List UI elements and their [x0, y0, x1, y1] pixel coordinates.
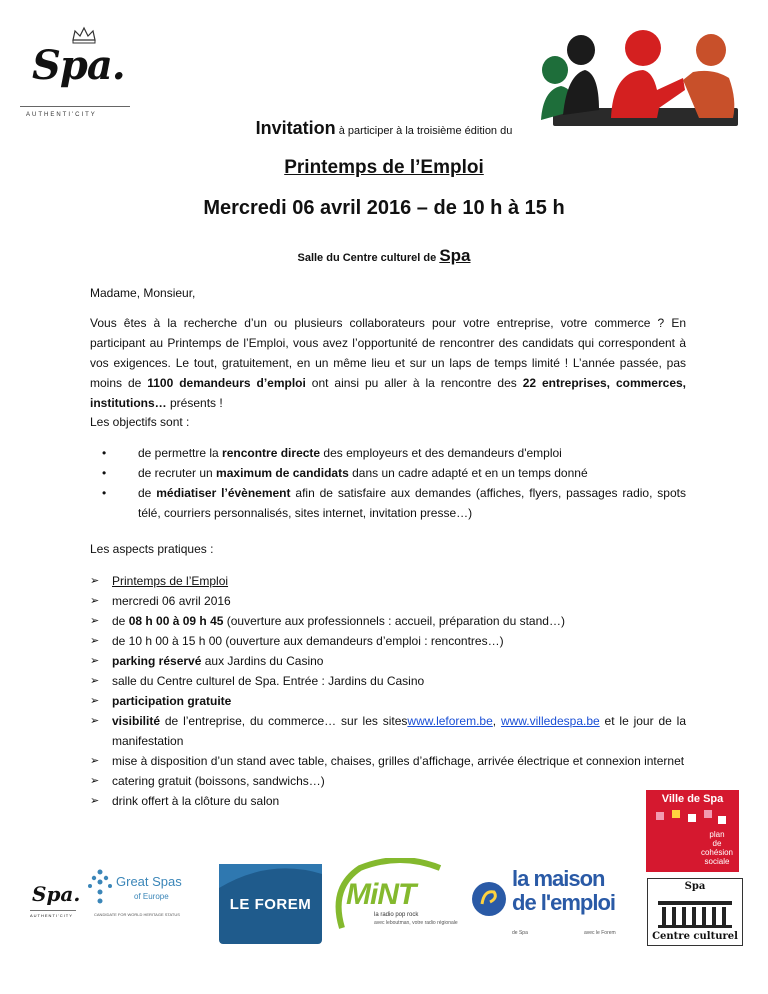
- great-spas-tag: CANDIDATE FOR WORLD HERITAGE STATUS: [94, 912, 180, 917]
- list-item: ➢ salle du Centre culturel de Spa. Entrée : Jardins du Casino: [90, 671, 686, 691]
- great-spas-sub: of Europe: [134, 892, 169, 901]
- maison-icon: [470, 880, 508, 918]
- centre-culturel-logo: [647, 878, 743, 946]
- maison-emploi-logo: [470, 866, 630, 942]
- great-spas-logo: [86, 868, 206, 924]
- arrow-icon: ➢: [90, 795, 100, 807]
- logo-divider: [20, 106, 130, 107]
- intro-bold-1: 1100 demandeurs d’emploi: [147, 376, 306, 390]
- arrow-icon: ➢: [90, 755, 100, 767]
- venue-prefix: Salle du Centre culturel de: [297, 252, 440, 264]
- invitation-text: à participer à la troisième édition du: [335, 125, 513, 137]
- arrow-icon: ➢: [90, 575, 100, 587]
- greeting: Madame, Monsieur,: [90, 286, 196, 300]
- ville-title: Ville de Spa: [661, 793, 724, 805]
- list-item: • de permettre la rencontre directe des employeurs et des demandeurs d'emploi: [90, 443, 686, 463]
- arrow-icon: ➢: [90, 695, 100, 707]
- spa-small-logo: [28, 872, 80, 920]
- maison-sub-2: avec le Forem: [584, 930, 616, 936]
- arrow-icon: ➢: [90, 675, 100, 687]
- practical-heading: Les aspects pratiques :: [90, 542, 214, 556]
- logo-tagline: AUTHENTI'CITY: [26, 112, 97, 118]
- le-forem-logo: [219, 864, 322, 944]
- list-item: ➢ participation gratuite: [90, 691, 686, 711]
- list-item: ➢ Printemps de l’Emploi: [90, 571, 686, 591]
- invitation-word: Invitation: [255, 118, 336, 138]
- list-item: ➢ drink offert à la clôture du salon: [90, 791, 686, 811]
- venue-spa: Spa: [439, 246, 471, 265]
- spa-small-word: Spa.: [32, 882, 81, 906]
- leforem-link[interactable]: www.leforem.be: [407, 714, 493, 728]
- list-item: ➢ mise à disposition d’un stand avec table, chaises, grilles d’affichage, arrivée électrique et connexion internet: [90, 751, 686, 771]
- arrow-icon: ➢: [90, 655, 100, 667]
- cc-top-text: Spa: [684, 881, 706, 892]
- spa-small-divider: [30, 910, 76, 911]
- bullet-icon: •: [102, 486, 107, 500]
- arrow-icon: ➢: [90, 715, 100, 727]
- dots-icon: [86, 868, 114, 908]
- bullet-icon: •: [102, 446, 107, 460]
- forem-text: LE FOREM: [229, 896, 312, 913]
- mint-radio-logo: [330, 858, 465, 936]
- building-icon: [656, 895, 734, 929]
- event-title: Printemps de l’Emploi: [284, 157, 484, 178]
- intro-text-1: Vous êtes à la recherche d’un ou plusieurs collaborateurs pour votre entreprise, votre commerce ? En participant au Printemps de l’Emploi, vous avez l’opportunité de rencontrer des candidats qui correspondent à vos exigences. Le tout, gratuitement, en un même lieu et sur un laps de temps limité ! L’année passée, pas moins de: [90, 316, 686, 390]
- venue-line: [0, 246, 768, 266]
- arrow-icon: ➢: [90, 775, 100, 787]
- list-item: ➢ de 10 h 00 à 15 h 00 (ouverture aux demandeurs d’emploi : rencontres…): [90, 631, 686, 651]
- great-spas-title: Great Spas: [116, 874, 182, 889]
- intro-text-3: présents !: [166, 396, 223, 410]
- cc-bottom-text: Centre culturel: [652, 931, 738, 942]
- forem-swoosh-icon: [219, 864, 322, 894]
- mint-sub2: avec leboutman, votre radio régionale: [374, 920, 458, 926]
- practical-list: [90, 571, 686, 811]
- bullet-icon: •: [102, 466, 107, 480]
- arrow-icon: ➢: [90, 615, 100, 627]
- spa-small-tagline: AUTHENTI'CITY: [30, 913, 73, 918]
- intro-text-2: ont ainsi pu aller à la rencontre des: [305, 376, 523, 390]
- list-item: ➢ parking réservé aux Jardins du Casino: [90, 651, 686, 671]
- puzzle-icon: [652, 808, 732, 830]
- objectives-heading: Les objectifs sont :: [90, 415, 190, 429]
- mint-sub: la radio pop rock: [374, 912, 419, 918]
- mint-text: MiNT: [346, 878, 416, 911]
- list-item: ➢ catering gratuit (boissons, sandwichs…): [90, 771, 686, 791]
- ville-subtitle: plan de cohésion sociale: [700, 830, 733, 866]
- arrow-icon: ➢: [90, 635, 100, 647]
- intro-bold-2: 22 entreprises, commerces, institutions…: [90, 376, 686, 410]
- intro-paragraph: [90, 313, 686, 413]
- villedespa-link[interactable]: www.villedespa.be: [500, 714, 600, 728]
- spa-logo: [20, 22, 130, 118]
- list-item: • de médiatiser l’évènement afin de satisfaire aux demandes (affiches, flyers, passages radio, spots télé, courriers personnalisés, sites internet, invitation presse…): [90, 483, 686, 523]
- list-item: ➢ visibilité de l’entreprise, du commerce… sur les siteswww.leforem.be, www.villedespa.be et le jour de la manifestation: [90, 711, 686, 751]
- list-item: ➢ de 08 h 00 à 09 h 45 (ouverture aux professionnels : accueil, préparation du stand…): [90, 611, 686, 631]
- maison-sub-1: de Spa: [512, 930, 528, 936]
- arrow-icon: ➢: [90, 595, 100, 607]
- event-date: Mercredi 06 avril 2016 – de 10 h à 15 h: [203, 197, 565, 219]
- maison-text-2: de l'emploi: [512, 890, 616, 915]
- maison-text-1: la maison: [512, 866, 605, 891]
- ville-de-spa-logo: [646, 790, 739, 872]
- logo-word: Spa.: [32, 42, 125, 89]
- objectives-list: [90, 443, 686, 523]
- list-item: • de recruter un maximum de candidats dans un cadre adapté et en un temps donné: [90, 463, 686, 483]
- list-item: ➢ mercredi 06 avril 2016: [90, 591, 686, 611]
- invitation-line: [0, 118, 768, 139]
